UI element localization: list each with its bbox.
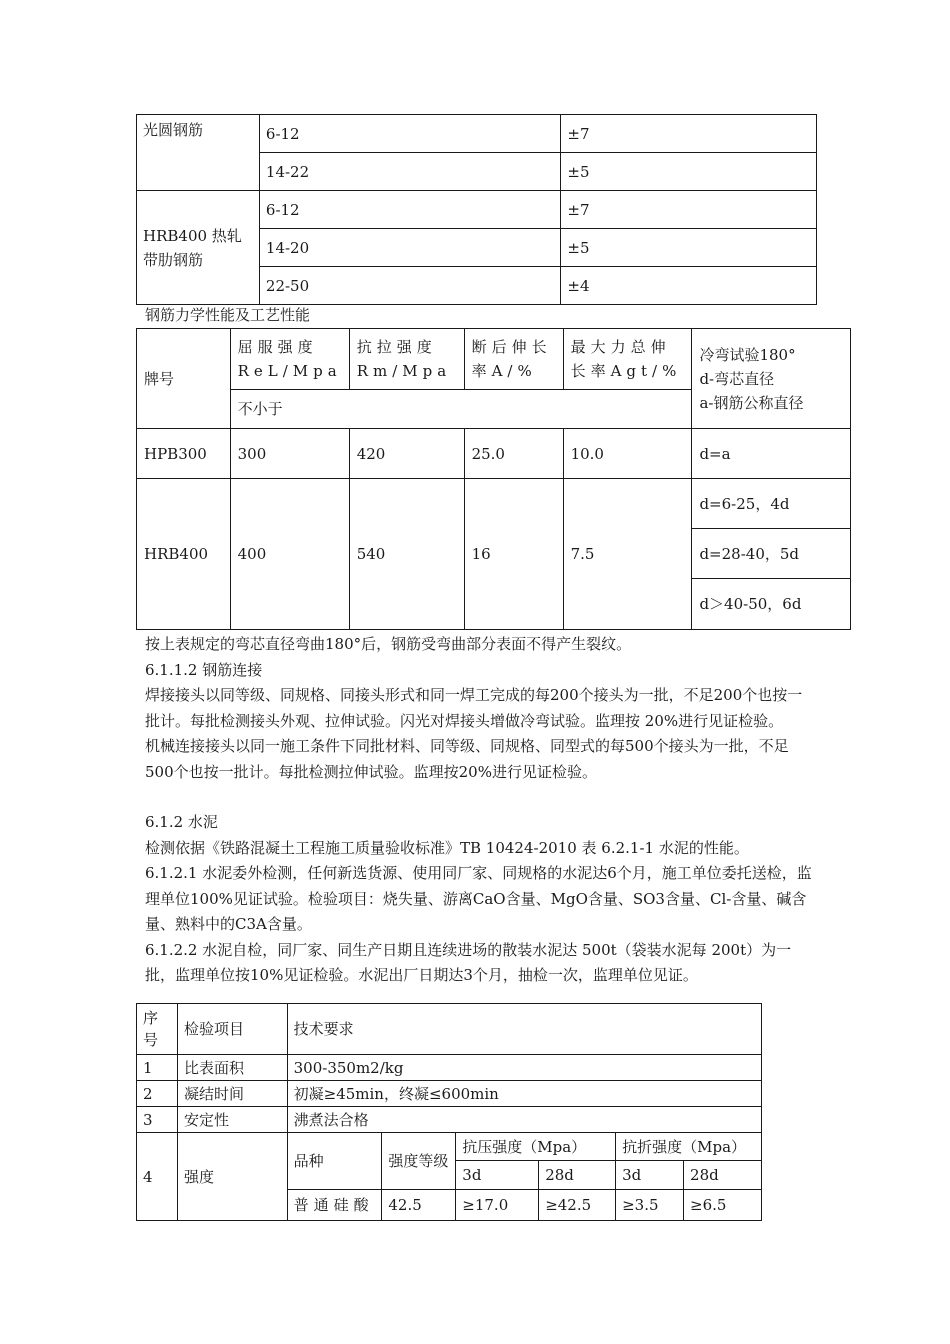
- header-yield-strength: 屈服强度ReL/Mpa: [230, 329, 349, 390]
- header-no: 序号: [137, 1004, 178, 1055]
- cell-flexural-28d: ≥6.5: [684, 1190, 762, 1221]
- cell-yield: 400: [230, 479, 349, 630]
- table-cell-size: 6-12: [259, 191, 561, 229]
- cell-bend: d=a: [692, 429, 851, 479]
- paragraph: 焊接接头以同等级、同规格、同接头形式和同一焊工完成的每200个接头为一批，不足200个也按一批计。每批检测接头外观、拉伸试验。闪光对焊接头增做冷弯试验。监理按 20%进行见证检验。: [145, 686, 803, 730]
- header-requirement: 技术要求: [287, 1004, 761, 1055]
- cell-strength-grade: 42.5: [382, 1190, 456, 1221]
- table-row: [137, 479, 851, 529]
- cell-total-elongation: 10.0: [563, 429, 692, 479]
- table-cell-tolerance: ±5: [561, 229, 817, 267]
- header-3d: 3d: [456, 1161, 539, 1190]
- section-heading: 6.1.1.2 钢筋连接: [145, 660, 263, 679]
- spacer: [145, 785, 815, 810]
- header-strength-grade: 强度等级: [382, 1133, 456, 1190]
- table-cell-tolerance: ±7: [561, 191, 817, 229]
- table-cell-size: 6-12: [259, 115, 561, 153]
- header-28d: 28d: [539, 1161, 616, 1190]
- rebar-mechanical-properties-table: [136, 328, 851, 630]
- header-flexural-strength: 抗折强度（Mpa）: [616, 1133, 762, 1161]
- section-heading: 6.1.2 水泥: [145, 813, 218, 831]
- paragraph: 6.1.2.2 水泥自检，同厂家、同生产日期且连续进场的散装水泥达 500t（袋装水泥每 200t）为一批，监理单位按10%见证检验。水泥出厂日期达3个月，抽检一次，监理单位见证。: [145, 940, 792, 984]
- table-row: [137, 1055, 762, 1081]
- table-cell-size: 14-20: [259, 229, 561, 267]
- header-compressive-strength: 抗压强度（Mpa）: [456, 1133, 616, 1161]
- paragraph: 按上表规定的弯芯直径弯曲180°后，钢筋受弯曲部分表面不得产生裂纹。: [145, 635, 632, 653]
- header-3d: 3d: [616, 1161, 684, 1190]
- cell-compressive-28d: ≥42.5: [539, 1190, 616, 1221]
- cell-total-elongation: 7.5: [563, 479, 692, 630]
- cell-item: 比表面积: [177, 1055, 287, 1081]
- table-cell-size: 22-50: [259, 267, 561, 305]
- cell-elongation: 16: [464, 479, 563, 630]
- cell-bend: d=28-40，5d: [692, 529, 851, 579]
- header-item: 检验项目: [177, 1004, 287, 1055]
- table-caption: 钢筋力学性能及工艺性能: [145, 306, 311, 324]
- cell-bend: d＞40-50，6d: [692, 579, 851, 630]
- header-bend-line: a-钢筋公称直径: [699, 393, 804, 412]
- header-28d: 28d: [684, 1161, 762, 1190]
- table-row: [137, 115, 817, 153]
- header-total-elongation: 最大力总伸长率Agt/%: [563, 329, 692, 390]
- cell-bend: d=6-25，4d: [692, 479, 851, 529]
- rebar-diameter-tolerance-table: [136, 114, 817, 305]
- table-header-row: [137, 329, 851, 390]
- header-variety: 品种: [287, 1133, 382, 1190]
- table-cell-tolerance: ±4: [561, 267, 817, 305]
- cell-no: 4: [137, 1133, 178, 1221]
- table-row: [137, 1081, 762, 1107]
- header-bend-line: 冷弯试验180°: [699, 345, 796, 364]
- cell-elongation: 25.0: [464, 429, 563, 479]
- header-elongation: 断后伸长率A/%: [464, 329, 563, 390]
- cell-no: 1: [137, 1055, 178, 1081]
- table-cell-grade: 光圆钢筋: [137, 115, 260, 191]
- table-cell-tolerance: ±7: [561, 115, 817, 153]
- cement-properties-table: [136, 1003, 762, 1221]
- paragraph: 6.1.2.1 水泥委外检测，任何新选货源、使用同厂家、同规格的水泥达6个月，施工单位委托送检，监理单位100%见证试验。检验项目：烧失量、游离CaO含量、MgO含量、SO3含量、Cl-含量、碱含量、熟料中的C3A含量。: [145, 864, 812, 933]
- paragraph: 检测依据《铁路混凝土工程施工质量验收标准》TB 10424-2010 表 6.2.1-1 水泥的性能。: [145, 838, 749, 857]
- table-row: [137, 1107, 762, 1133]
- table-cell-grade: HRB400 热轧带肋钢筋: [137, 191, 260, 305]
- header-min-note: 不小于: [230, 390, 692, 429]
- cell-flexural-3d: ≥3.5: [616, 1190, 684, 1221]
- cell-compressive-3d: ≥17.0: [456, 1190, 539, 1221]
- table-header-row: [137, 1004, 762, 1055]
- cell-variety: 普通硅酸: [287, 1190, 382, 1221]
- cell-item: 强度: [177, 1133, 287, 1221]
- cell-tensile: 420: [349, 429, 464, 479]
- cell-requirement: 300-350m2/kg: [287, 1055, 761, 1081]
- table-cell-size: 14-22: [259, 153, 561, 191]
- cell-no: 3: [137, 1107, 178, 1133]
- cell-grade: HPB300: [137, 429, 231, 479]
- table-row: [137, 1133, 762, 1161]
- cell-tensile: 540: [349, 479, 464, 630]
- table-row: [137, 191, 817, 229]
- table-cell-tolerance: ±5: [561, 153, 817, 191]
- cell-yield: 300: [230, 429, 349, 479]
- header-grade: 牌号: [137, 329, 231, 429]
- paragraph: 机械连接接头以同一施工条件下同批材料、同等级、同规格、同型式的每500个接头为一批，不足500个也按一批计。每批检测拉伸试验。监理按20%进行见证检验。: [145, 737, 789, 781]
- cell-grade: HRB400: [137, 479, 231, 630]
- cell-item: 安定性: [177, 1107, 287, 1133]
- table-row: [137, 429, 851, 479]
- header-bend-test: [692, 329, 851, 429]
- header-bend-line: d-弯芯直径: [699, 369, 775, 388]
- body-text: [145, 632, 815, 989]
- cell-item: 凝结时间: [177, 1081, 287, 1107]
- header-tensile-strength: 抗拉强度Rm/Mpa: [349, 329, 464, 390]
- cell-no: 2: [137, 1081, 178, 1107]
- cell-requirement: 沸煮法合格: [287, 1107, 761, 1133]
- cell-requirement: 初凝≥45min，终凝≤600min: [287, 1081, 761, 1107]
